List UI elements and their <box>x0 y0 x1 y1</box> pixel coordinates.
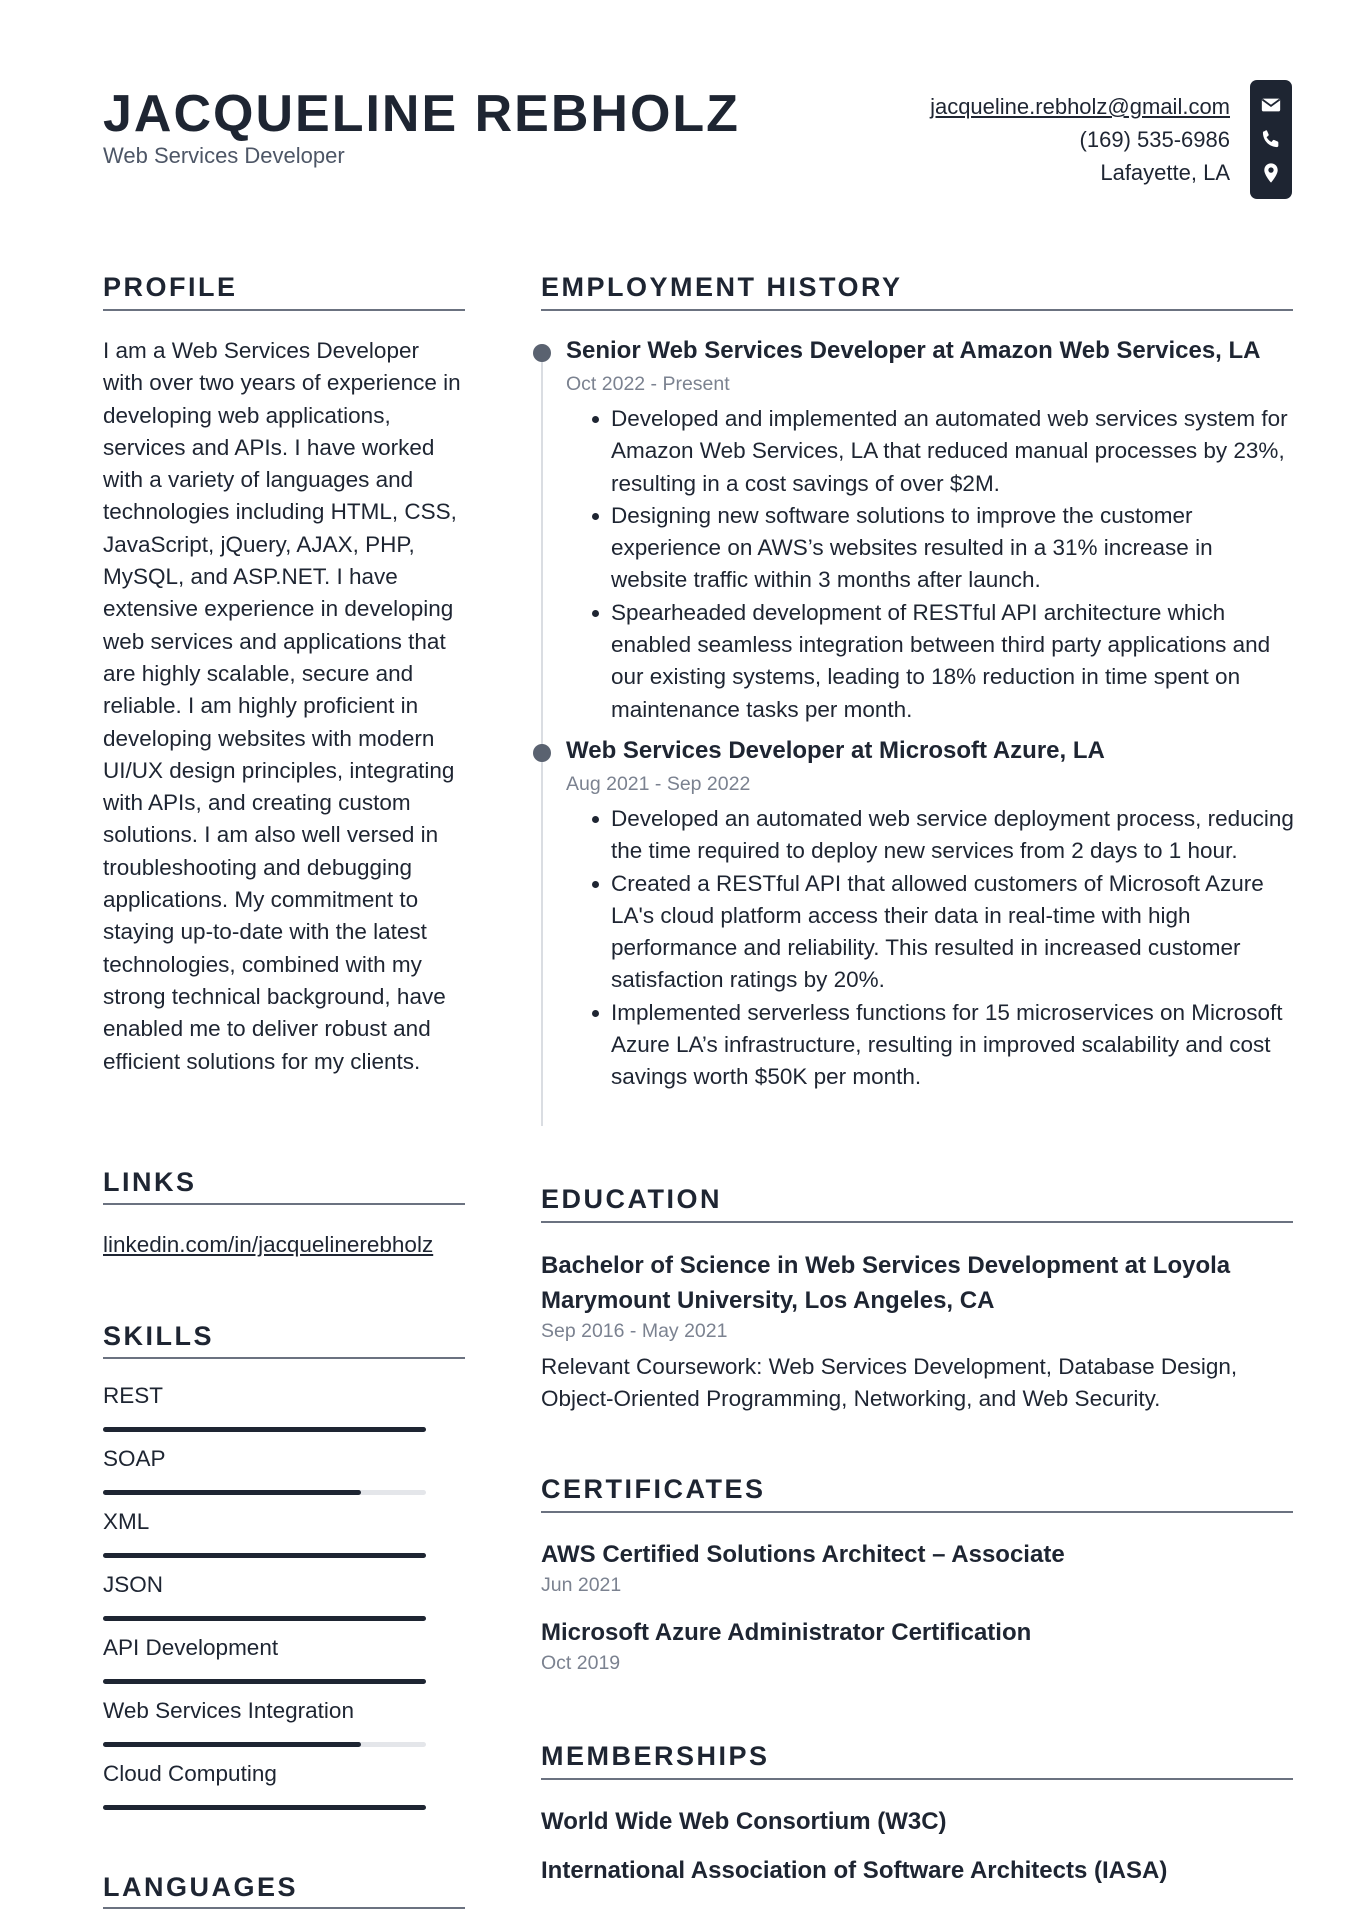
job-bullets <box>611 403 1295 726</box>
skill-level-fill <box>103 1553 426 1558</box>
candidate-name: JACQUELINE REBHOLZ <box>103 85 740 143</box>
certificates-heading: CERTIFICATES <box>541 1474 766 1504</box>
job-bullets <box>611 803 1295 1094</box>
envelope-icon <box>1260 94 1282 116</box>
certificate-name: AWS Certified Solutions Architect – Associate <box>541 1541 1065 1568</box>
list-item: Spearheaded development of RESTful API architecture which enabled seamless integration between third party applications and our existing systems, leading to 18% reduction in time spent on maintenance tasks per month. <box>611 597 1295 726</box>
skill-name: SOAP <box>103 1446 166 1471</box>
job-dates: Oct 2022 - Present <box>566 373 730 395</box>
certificate-date: Jun 2021 <box>541 1574 622 1596</box>
skill-name: API Development <box>103 1635 279 1660</box>
languages-heading: LANGUAGES <box>103 1872 299 1902</box>
skill-name: Cloud Computing <box>103 1761 277 1786</box>
contact-icon-bar <box>1250 80 1292 199</box>
membership-item: World Wide Web Consortium (W3C) <box>541 1808 947 1835</box>
skill-level-bar <box>103 1679 426 1684</box>
profile-text: I am a Web Services Developer with over two years of experience in developing web applications, services and APIs. I have worked with a variety of languages and technologies including HTML, CSS, JavaScript, jQuery, AJAX, PHP, MySQL, and ASP.NET. I have extensive experience in developing web services and applications that are highly scalable, secure and reliable. I am highly proficient in developing websites with modern UI/UX design principles, integrating with APIs, and creating custom solutions. I am also well versed in troubleshooting and debugging applications. My commitment to staying up-to-date with the latest technologies, combined with my strong technical background, have enabled me to deliver robust and efficient solutions for my clients. <box>103 338 461 1074</box>
list-item: Implemented serverless functions for 15 microservices on Microsoft Azure LA’s infrastructure, resulting in improved scalability and cost savings worth $50K per month. <box>611 997 1295 1094</box>
skill-level-fill <box>103 1679 426 1684</box>
education-heading: EDUCATION <box>541 1184 722 1214</box>
links-list <box>103 1229 465 1261</box>
certificate-date: Oct 2019 <box>541 1652 621 1674</box>
certificate-name: Microsoft Azure Administrator Certification <box>541 1619 1032 1646</box>
skill-level-bar <box>103 1805 426 1810</box>
skill-name: REST <box>103 1383 164 1408</box>
contact-info <box>930 90 1230 189</box>
certificates-divider <box>541 1511 1293 1513</box>
skill-level-bar <box>103 1490 426 1495</box>
job-title: Senior Web Services Developer at Amazon Web Services, LA <box>566 337 1261 364</box>
list-item: Designing new software solutions to improve the customer experience on AWS’s websites resulted in a 31% increase in website traffic within 3 months after launch. <box>611 500 1295 597</box>
timeline-dot <box>533 344 551 362</box>
skill-level-fill <box>103 1616 426 1621</box>
email-link[interactable]: jacqueline.rebholz@gmail.com <box>930 94 1230 119</box>
skills-divider <box>103 1357 465 1359</box>
list-item: Developed and implemented an automated web services system for Amazon Web Services, LA that reduced manual processes by 23%, resulting in a cost savings of over $2M. <box>611 403 1295 500</box>
skill-name: JSON <box>103 1572 164 1597</box>
employment-timeline <box>541 352 543 1126</box>
education-divider <box>541 1221 1293 1223</box>
memberships-heading: MEMBERSHIPS <box>541 1741 770 1771</box>
job-title: Web Services Developer at Microsoft Azure, LA <box>566 737 1105 764</box>
location-text: Lafayette, LA <box>1100 160 1230 185</box>
education-dates: Sep 2016 - May 2021 <box>541 1320 728 1342</box>
coursework-text: Relevant Coursework: Web Services Development, Database Design, Object-Oriented Programming, Networking, and Web Security. <box>541 1354 1238 1412</box>
skill-level-bar <box>103 1553 426 1558</box>
candidate-job-title: Web Services Developer <box>103 143 345 168</box>
degree-title: Bachelor of Science in Web Services Development at Loyola Marymount University, Los Angeles, CA <box>541 1252 1231 1314</box>
links-divider <box>103 1203 465 1205</box>
timeline-dot <box>533 744 551 762</box>
membership-item: International Association of Software Architects (IASA) <box>541 1857 1168 1884</box>
skill-level-fill <box>103 1490 361 1495</box>
list-item: Created a RESTful API that allowed customers of Microsoft Azure LA's cloud platform access their data in real-time with high performance and reliability. This resulted in increased customer satisfaction ratings by 20%. <box>611 868 1295 997</box>
skill-level-bar <box>103 1616 426 1621</box>
skill-level-fill <box>103 1805 426 1810</box>
list-item: Developed an automated web service deployment process, reducing the time required to deploy new services from 2 days to 1 hour. <box>611 803 1295 868</box>
profile-divider <box>103 309 465 311</box>
profile-heading: PROFILE <box>103 272 238 302</box>
job-dates: Aug 2021 - Sep 2022 <box>566 773 751 795</box>
skill-level-fill <box>103 1427 426 1432</box>
memberships-divider <box>541 1778 1293 1780</box>
languages-divider <box>103 1907 465 1909</box>
phone-text: (169) 535-6986 <box>1079 127 1230 152</box>
skill-level-fill <box>103 1742 361 1747</box>
links-heading: LINKS <box>103 1167 197 1197</box>
skill-level-bar <box>103 1742 426 1747</box>
linkedin-link[interactable]: linkedin.com/in/jacquelinerebholz <box>103 1232 434 1257</box>
employment-divider <box>541 309 1293 311</box>
skills-heading: SKILLS <box>103 1321 215 1351</box>
employment-heading: EMPLOYMENT HISTORY <box>541 272 903 302</box>
phone-icon <box>1260 128 1282 150</box>
map-pin-icon <box>1260 162 1282 184</box>
skill-name: Web Services Integration <box>103 1698 354 1723</box>
skill-level-bar <box>103 1427 426 1432</box>
skill-name: XML <box>103 1509 150 1534</box>
